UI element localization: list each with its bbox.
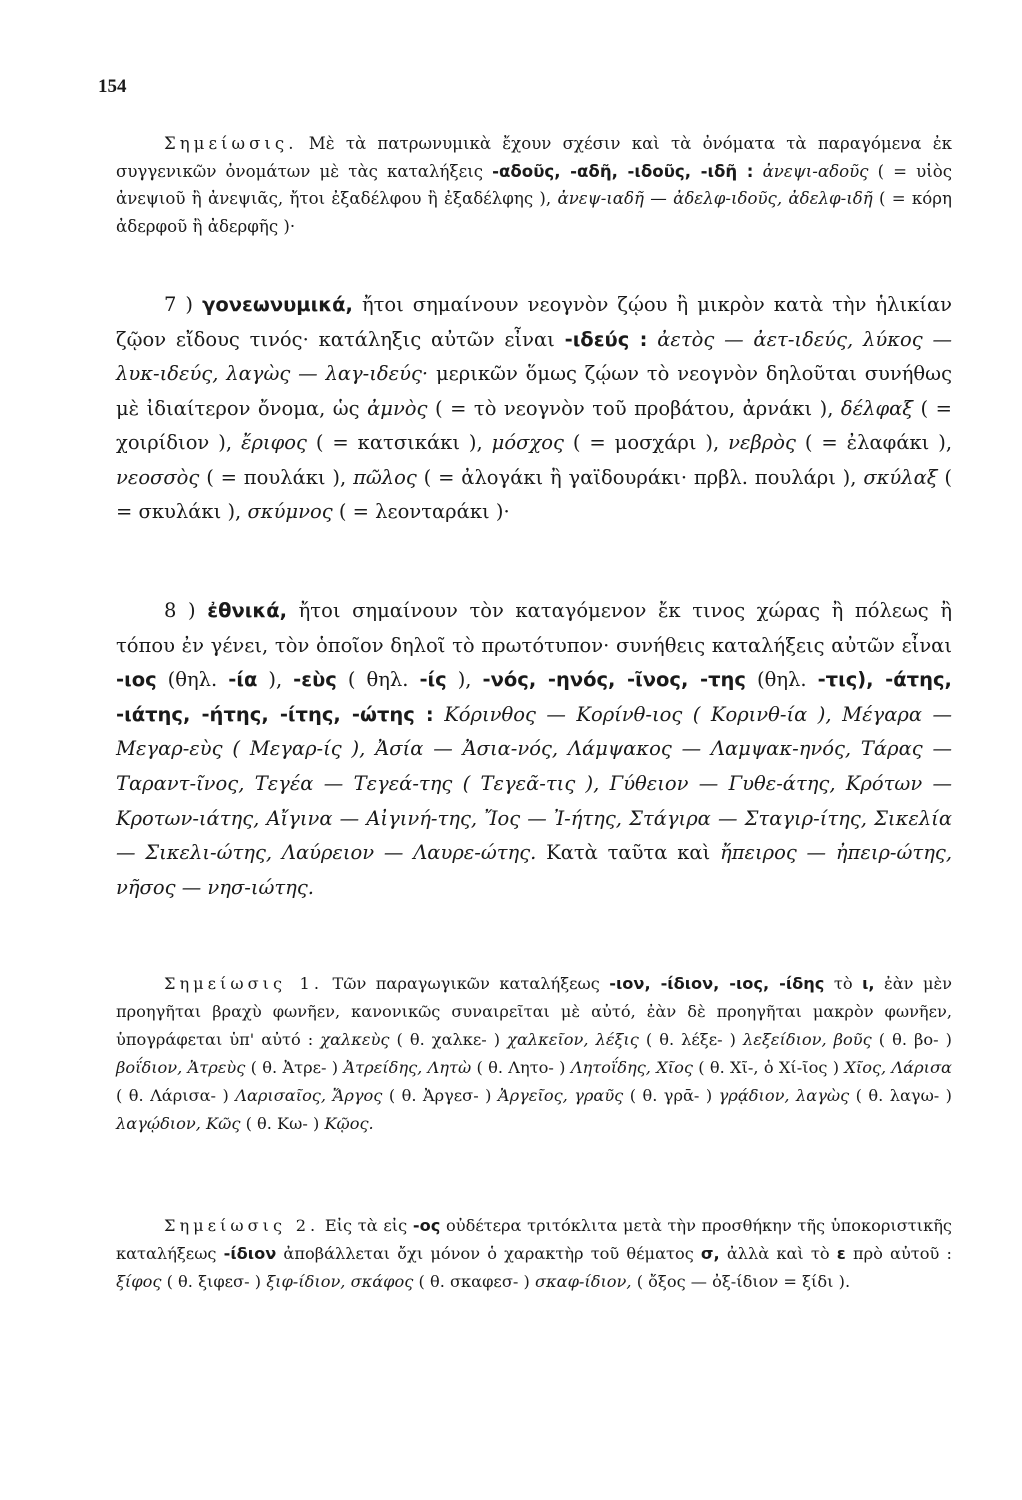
example-italic: χαλκεῖον, λέξις xyxy=(507,1030,639,1049)
example-italic: ἀνεψι-αδοῦς xyxy=(762,161,869,181)
suffix-bold: -εὺς xyxy=(293,668,337,692)
body-text: ( = μοσχάρι ), xyxy=(572,431,720,454)
note-text: ( θ. λαγω- ) xyxy=(855,1086,952,1105)
suffix-bold: -νός, -ηνός, -ῖνος, -της xyxy=(482,668,746,692)
note-text: ( θ. σκαφεσ- ) xyxy=(418,1272,530,1291)
example-italic: γρᾴδιον, λαγὼς xyxy=(718,1086,850,1105)
note-text: ( θ. Λητο- ) xyxy=(476,1058,566,1077)
note-text: ( θ. γρᾱ- ) xyxy=(629,1086,713,1105)
note-label: Σημείωσις. xyxy=(164,134,298,153)
example-italic: δέλφαξ xyxy=(840,396,914,420)
note-text: ( θ. Χῖ-, ὁ Χί-ῖος ) xyxy=(698,1058,840,1077)
suffix-bold: -αδοῦς, -αδῆ, -ιδοῦς, -ιδῆ : xyxy=(492,161,754,181)
body-text: ἤτοι σημαίνουν τὸν καταγόμενον ἔκ τινος χώρας ἢ πόλεως ἢ τόπου ἐν γένει, τὸν ὁποῖον δηλοῖ τὸ πρωτότυπον· συνήθεις καταλήξεις αὐτῶν εἶναι xyxy=(116,599,953,657)
body-text: ( = τὸ νεογνὸν τοῦ προβάτου, ἀρνάκι ), xyxy=(434,396,834,420)
example-italic: Λητοΐδης, Χῖος xyxy=(570,1058,693,1077)
note-label: Σημείωσις 1. xyxy=(164,974,323,993)
note-text: ( θ. χαλκε- ) xyxy=(396,1030,501,1049)
example-italic: σκαφ-ίδιον, xyxy=(534,1272,632,1291)
suffix-bold: ε xyxy=(836,1244,846,1263)
body-text: ), xyxy=(457,668,472,692)
example-italic: Ἀτρείδης, Λητὼ xyxy=(343,1058,472,1077)
note-text: πρὸ αὐτοῦ : xyxy=(852,1244,952,1263)
example-italic: ξιφ-ίδιον, σκάφος xyxy=(266,1272,414,1291)
note-text: Τῶν παραγωγικῶν καταλήξεως xyxy=(332,974,600,993)
example-italic: ἀμνὸς xyxy=(367,396,428,420)
body-text: μερικῶν ὅμως ζῴων τὸ νεογνὸν δηλοῦται συνήθως μὲ ἰδιαίτερον ὄνομα, ὡς xyxy=(116,362,952,420)
section-term: ἐθνικά, xyxy=(207,599,288,622)
body-text: ἤτοι σημαίνουν νεογνὸν ζῴου ἢ μικρὸν κατὰ τὴν ἡλικίαν ζῷον εἴδους τινός· κατάληξις αὐτῶν εἶναι xyxy=(116,293,953,351)
note-text: ἀλλὰ καὶ τὸ xyxy=(726,1244,830,1263)
body-text: ( = ἀλογάκι ἢ γαϊδουράκι· πρβλ. πουλάρι ), xyxy=(423,465,857,489)
note-text: ( θ. ξιφεσ- ) xyxy=(166,1272,262,1291)
note-2-paragraph xyxy=(116,1212,952,1296)
note-patronymics xyxy=(116,130,952,240)
example-italic: Ἀργεῖος, γραῦς xyxy=(497,1086,624,1105)
body-text: ( = χοιρίδιον ), xyxy=(116,396,952,454)
note-text: ( θ. λέξε- ) xyxy=(645,1030,736,1049)
note-text: Εἰς τὰ εἰς xyxy=(324,1216,408,1235)
example-italic: Κῷος. xyxy=(324,1114,374,1133)
body-text: ( = κατσικάκι ), xyxy=(315,431,483,454)
body-text: (θηλ. xyxy=(167,668,218,692)
section-8-paragraph xyxy=(116,594,952,905)
note-text: ἀποβάλλεται ὄχι μόνον ὁ χαρακτὴρ τοῦ θέματος xyxy=(283,1244,694,1263)
example-italic: ἔριφος xyxy=(241,431,307,454)
example-italic: νεβρὸς xyxy=(728,431,796,454)
body-text: ( = πουλάκι ), xyxy=(206,465,347,489)
suffix-bold: -ίδιον xyxy=(223,1244,277,1263)
body-text: ( = ἐλαφάκι ), xyxy=(804,431,953,454)
note-text: Μὲ τὰ πατρωνυμικὰ ἔχουν σχέσιν καὶ τὰ ὀνόματα τὰ παραγόμενα ἐκ συγγενικῶν ὀνομάτων μὲ τὰς καταλήξεις xyxy=(116,134,952,181)
example-italic: Λαρισαῖος, Ἄργος xyxy=(235,1086,383,1105)
suffix-bold: -τις), -άτης, -ιάτης, -ήτης, -ίτης, -ώτης : xyxy=(116,668,952,726)
example-italic: Χῖος, Λάρισα xyxy=(844,1058,952,1077)
section-number: 7 ) xyxy=(164,293,194,316)
example-italic: χαλκεὺς xyxy=(320,1030,390,1049)
body-text: (θηλ. xyxy=(756,668,807,692)
suffix-bold: -ιδεύς : xyxy=(564,327,648,351)
suffix-bold: -ος xyxy=(412,1216,441,1235)
example-italic: ἤπειρος — ἠπειρ-ώτης, νῆσος — νησ-ιώτης. xyxy=(116,841,953,899)
example-italic: Κόρινθος — Κορίνθ-ιος ( Κορινθ-ία ), Μέγαρα — Μεγαρ-εὺς ( Μεγαρ-ίς ), Ἀσία — Ἀσια-νός, Λάμψακος — Λαμψακ-ηνός, Τάρας — Ταραντ-ῖνος, Τεγέα — Τεγεά-της ( Τεγεᾶ-τις ), Γύθειον — Γυθε-άτης, Κρότων — Κροτων-ιάτης, Αἴγινα — Αἰγινή-της, Ἴος — Ἰ-ήτης, Στάγιρα — Σταγιρ-ίτης, Σικελία — Σικελι-ώτης, Λαύρειον — Λαυρε-ώτης. xyxy=(116,702,952,865)
suffix-bold: -ία xyxy=(228,668,258,692)
example-italic: ἀνεψ-ιαδῆ — ἀδελφ-ιδοῦς, ἀδελφ-ιδῆ xyxy=(557,189,873,208)
section-term: γονεωνυμικά, xyxy=(202,293,353,316)
note-text: ( θ. Λάρισα- ) xyxy=(116,1086,229,1105)
example-italic: λεξείδιον, βοῦς xyxy=(742,1030,872,1049)
page-number: 154 xyxy=(98,76,127,97)
body-text: ( = λεονταράκι )· xyxy=(338,500,510,523)
body-text: Κατὰ ταῦτα καὶ xyxy=(546,841,711,865)
note-text: ( θ. βο- ) xyxy=(878,1030,952,1049)
example-italic: ξίφος xyxy=(116,1272,162,1291)
example-italic: πῶλος xyxy=(353,465,417,489)
suffix-bold: ι, xyxy=(862,974,875,993)
suffix-bold: -ιος xyxy=(116,668,157,692)
suffix-bold: -ιον, -ίδιον, -ιος, -ίδης xyxy=(609,974,825,993)
note-1-paragraph xyxy=(116,970,952,1138)
suffix-bold: -ίς xyxy=(419,668,447,692)
body-text: ), xyxy=(268,668,283,692)
note-text: ( ὄξος — ὀξ-ίδιον = ξίδι ). xyxy=(636,1272,851,1291)
note-label: Σημείωσις 2. xyxy=(164,1216,320,1235)
example-italic: ἀετὸς — ἀετ-ιδεύς, λύκος — λυκ-ιδεύς, λαγὼς — λαγ-ιδεύς· xyxy=(116,327,952,385)
body-text: ( θηλ. xyxy=(347,668,409,692)
note-text: ( = κόρη ἀδερφοῦ ἢ ἀδερφῆς )· xyxy=(116,189,952,236)
example-italic: σκύλαξ xyxy=(863,465,938,489)
note-text: οὐδέτερα τριτόκλιτα μετὰ τὴν προσθήκην τῆς ὑποκοριστικῆς καταλήξεως xyxy=(116,1216,952,1263)
example-italic: σκύμνος xyxy=(247,500,333,523)
note-text: ( θ. Κω- ) xyxy=(245,1114,320,1133)
note-text: τὸ xyxy=(833,974,853,993)
note-text: ( = υἱὸς ἀνεψιοῦ ἢ ἀνεψιᾶς, ἤτοι ἐξαδέλφου ἢ ἐξαδέλφης ), xyxy=(116,161,953,208)
example-italic: νεοσσὸς xyxy=(116,465,200,489)
suffix-bold: σ, xyxy=(700,1244,720,1263)
example-italic: βοΐδιον, Ἀτρεὺς xyxy=(116,1058,246,1077)
note-text: ( θ. Ἀργεσ- ) xyxy=(388,1086,492,1105)
body-text: ( = σκυλάκι ), xyxy=(116,465,953,523)
note-text: ἐὰν μὲν προηγῆται βραχὺ φωνῆεν, κανονικῶς συναιρεῖται μὲ αὐτό, ἐὰν δὲ προηγῆται μακρὸν φωνῆεν, ὑπογράφεται ὑπ' αὐτό : xyxy=(116,974,953,1049)
note-text: ( θ. Ἀτρε- ) xyxy=(250,1058,339,1077)
section-7-paragraph xyxy=(116,288,952,530)
example-italic: μόσχος xyxy=(491,431,564,454)
example-italic: λαγῴδιον, Κῶς xyxy=(116,1114,241,1133)
section-number: 8 ) xyxy=(164,599,196,622)
